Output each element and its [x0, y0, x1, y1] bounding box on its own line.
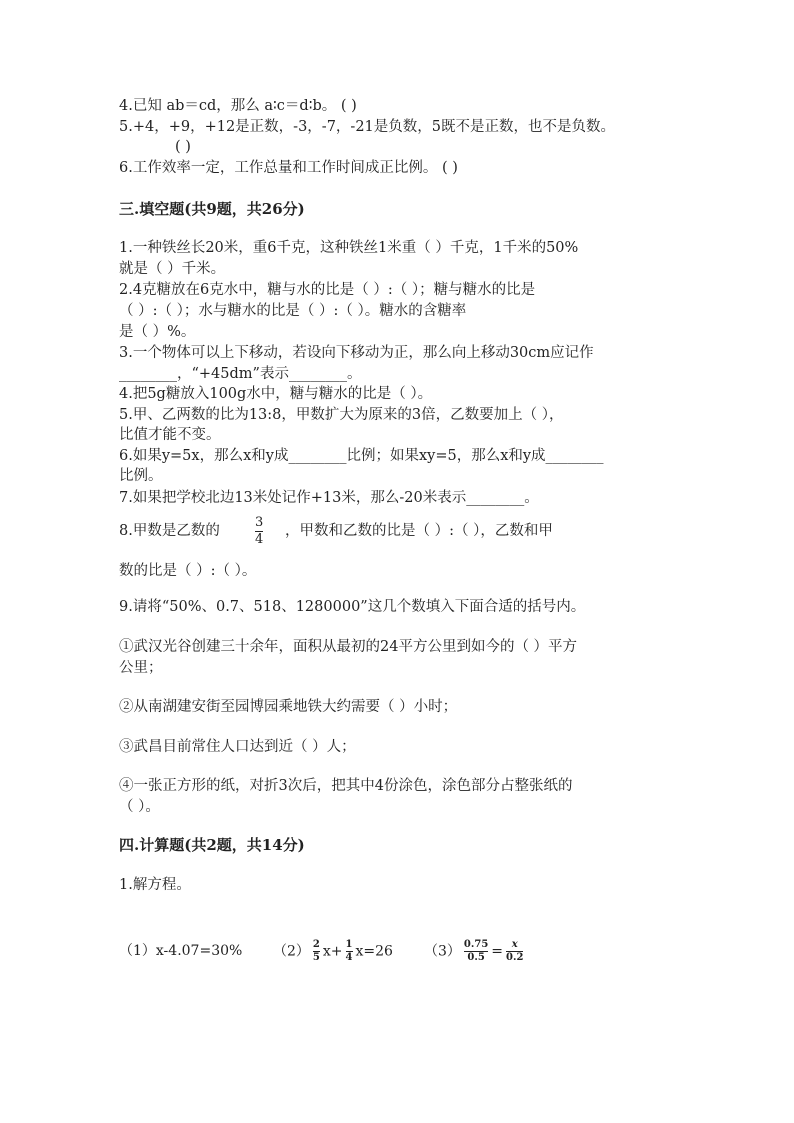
fill-question-2-cont: （ ）:（ ）；水与糖水的比是（ ）:（ ）。糖水的含糖率	[119, 303, 467, 319]
equation-1: （1）x-4.07=30%	[119, 943, 243, 959]
fill-question-8-pre: 8.甲数是乙数的	[119, 523, 220, 539]
fraction-075-over-05	[464, 940, 488, 963]
fraction-numerator: x	[511, 939, 518, 950]
judge-question-4: 4.已知 ab＝cd，那么 a∶c＝d∶b。 ( )	[119, 98, 357, 114]
fill-question-9-item-3: ③武昌目前常住人口达到近（ ）人；	[119, 739, 356, 755]
fraction-denominator: 5	[312, 952, 320, 963]
fraction-two-fifths	[313, 940, 320, 963]
fill-question-6-cont: 比例。	[119, 468, 163, 484]
fill-question-8-post: ，甲数和乙数的比是（ ）:（ ），乙数和甲	[285, 523, 553, 539]
fill-question-7: 7.如果把学校北边13米处记作+13米，那么-20米表示________。	[119, 490, 539, 506]
fraction-numerator: 3	[255, 515, 264, 530]
fraction-denominator: 0.5	[467, 952, 485, 963]
fill-question-9-item-1-cont: 公里；	[119, 660, 163, 676]
fraction-numerator: 0.75	[463, 939, 489, 950]
fill-question-2-cont2: 是（ ）%。	[119, 324, 196, 340]
equation-2	[273, 940, 393, 963]
judge-question-5: 5.+4，+9，+12是正数，-3，-7，-21是负数，5既不是正数，也不是负数。	[119, 119, 616, 135]
equation-3-label: （3）	[424, 943, 461, 960]
fill-question-5-cont: 比值才能不变。	[119, 427, 221, 443]
fill-question-6: 6.如果y=5x，那么x和y成________比例；如果xy=5，那么x和y成________	[119, 448, 604, 464]
fill-question-1-cont: 就是（ ）千米。	[119, 261, 226, 277]
fill-question-5: 5.甲、乙两数的比为13:8，甲数扩大为原来的3倍，乙数要加上（ ），	[119, 407, 564, 423]
calc-question-1: 1.解方程。	[119, 877, 191, 893]
fill-question-3: 3.一个物体可以上下移动，若设向下移动为正，那么向上移动30cm应记作	[119, 345, 594, 361]
fill-question-2: 2.4克糖放在6克水中，糖与水的比是（ ）:（ ）；糖与糖水的比是	[119, 282, 536, 298]
fraction-x-over-02	[506, 940, 523, 963]
fill-question-3-cont: ________，“+45dm”表示________。	[119, 366, 362, 382]
fill-question-9: 9.请将“50%、0.7、518、1280000”这几个数填入下面合适的括号内。	[119, 599, 586, 615]
fraction-three-quarters	[255, 516, 263, 547]
section-heading-fill: 三.填空题(共9题，共26分)	[119, 200, 305, 218]
fill-question-9-item-2: ②从南湖建安街至园博园乘地铁大约需要（ ）小时；	[119, 699, 458, 715]
fraction-denominator: 4	[255, 532, 264, 547]
fill-question-8-cont: 数的比是（ ）:（ ）。	[119, 563, 257, 579]
fraction-one-quarter	[346, 940, 353, 963]
fraction-denominator: 0.2	[506, 952, 524, 963]
section-heading-calc: 四.计算题(共2题，共14分)	[119, 836, 305, 854]
fraction-numerator: 1	[345, 939, 353, 950]
equals-sign: =	[491, 943, 504, 960]
equation-2-tail: x=26	[355, 943, 393, 960]
fraction-denominator: 4	[345, 952, 353, 963]
judge-question-5-bracket: ( )	[175, 139, 191, 155]
fill-question-9-item-1: ①武汉光谷创建三十余年，面积从最初的24平方公里到如今的（ ）平方	[119, 639, 578, 655]
fill-question-9-item-4-cont: （ ）。	[119, 799, 160, 815]
judge-question-6: 6.工作效率一定，工作总量和工作时间成正比例。 ( )	[119, 160, 458, 176]
fraction-numerator: 2	[312, 939, 320, 950]
fill-question-4: 4.把5g糖放入100g水中，糖与糖水的比是（ ）。	[119, 386, 433, 402]
fill-question-9-item-4: ④一张正方形的纸，对折3次后，把其中4份涂色，涂色部分占整张纸的	[119, 778, 573, 794]
fill-question-1: 1.一种铁丝长20米，重6千克，这种铁丝1米重（ ）千克，1千米的50%	[119, 240, 579, 256]
equation-2-label: （2）	[273, 943, 310, 960]
equation-2-mid: x+	[322, 943, 343, 960]
equation-3	[424, 940, 526, 963]
